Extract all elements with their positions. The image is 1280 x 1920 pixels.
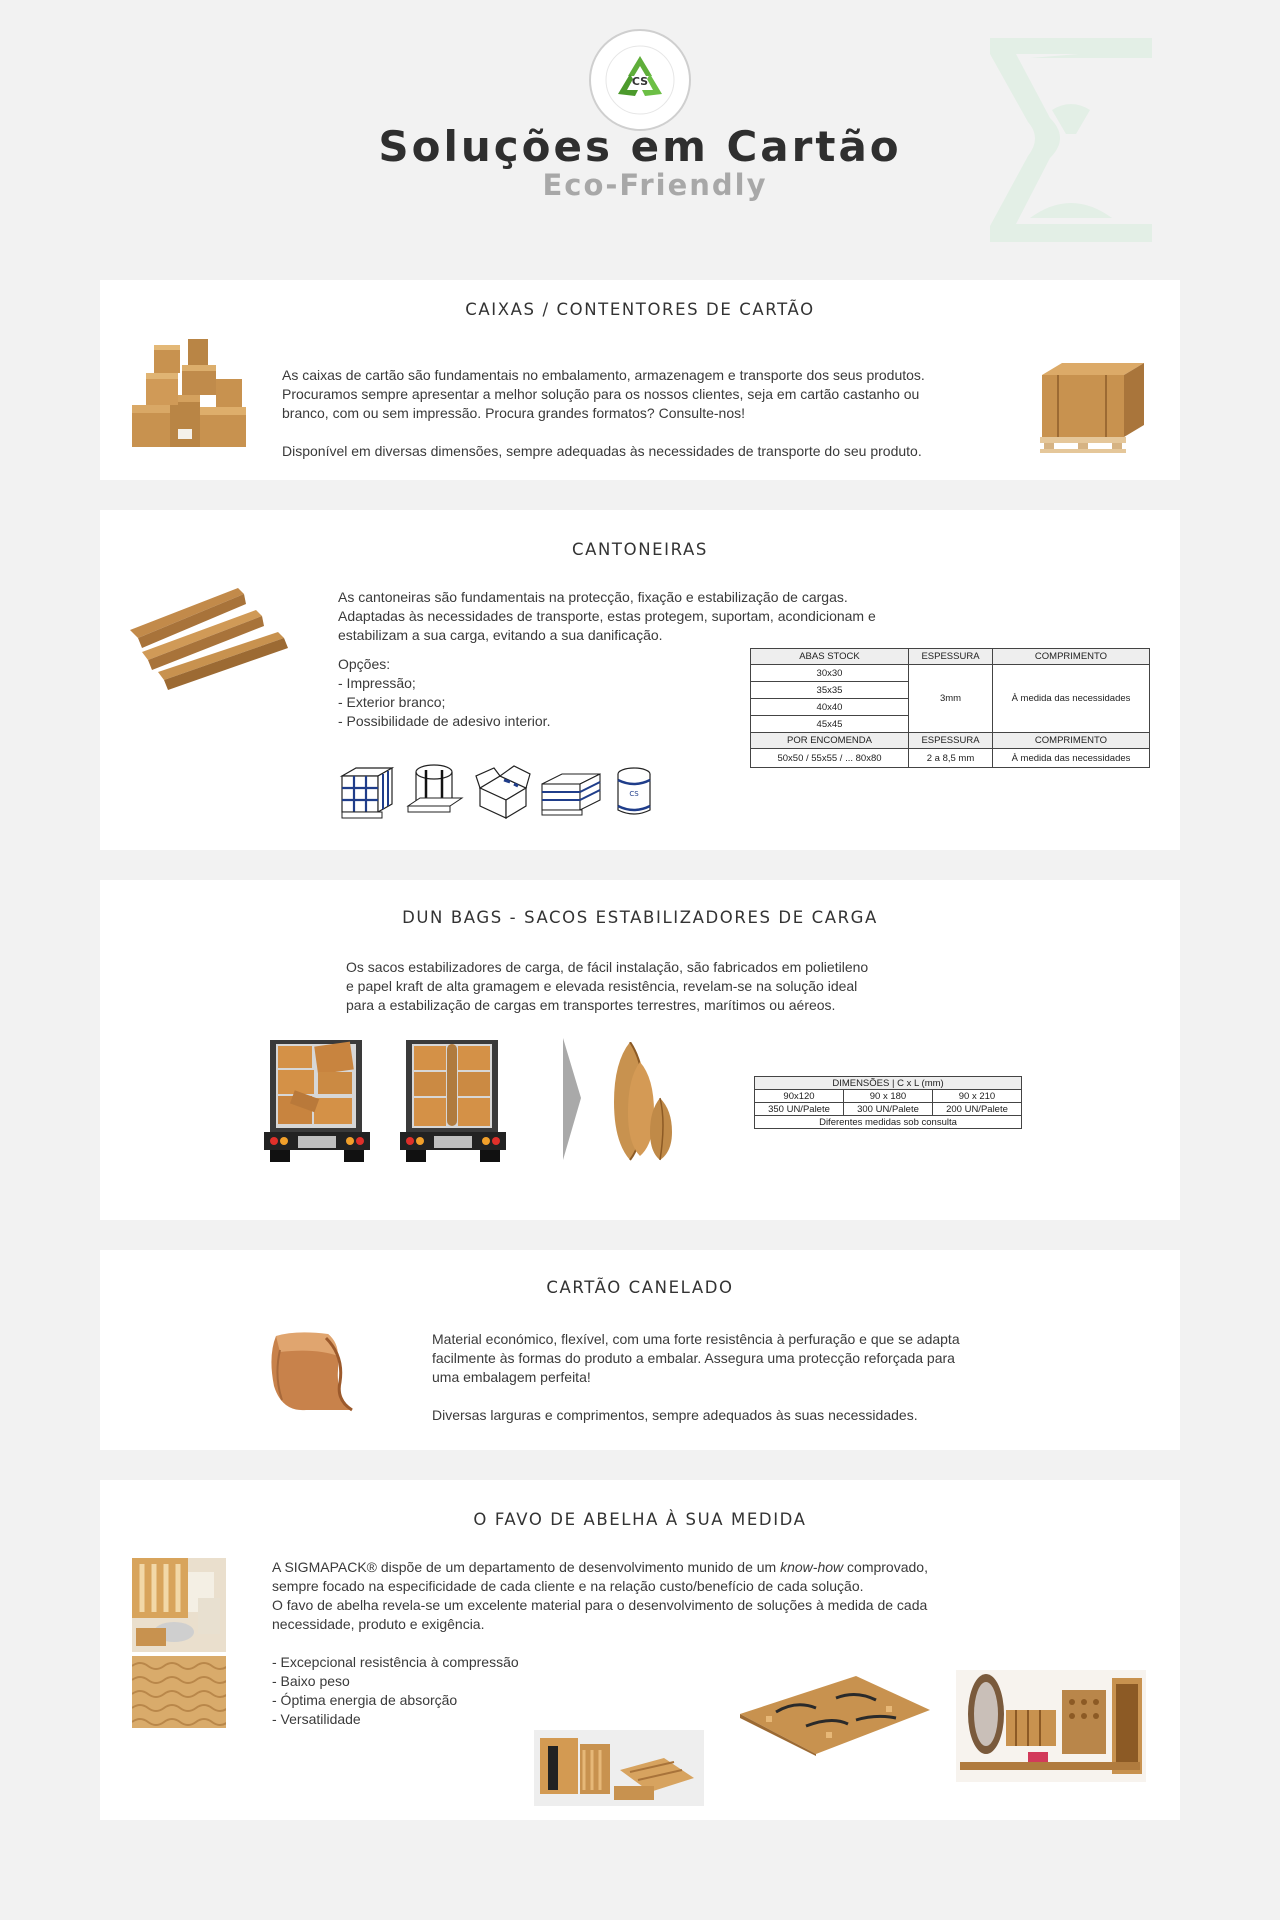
favo-bullet: - Versatilidade: [272, 1711, 361, 1727]
truck-stabilized-cargo-image: [400, 1040, 506, 1164]
table-cell: 90 x 180: [844, 1090, 933, 1103]
table-cell: 35x35: [751, 682, 909, 699]
dunbags-paragraph: Os sacos estabilizadores de carga, de fácil instalação, são fabricados em polietileno e papel kraft de alta gramagem e elevada resistência, revelam-se na solução ideal para a estabilização de cargas em transportes terrestres, marítimos ou aéreos.: [346, 959, 869, 1013]
honeycomb-tray-image: [736, 1670, 932, 1756]
honeycomb-core-image: [132, 1656, 226, 1728]
arrow-right-icon: [563, 1038, 583, 1160]
canelado-paragraph-1: Material económico, flexível, com uma forte resistência à perfuração e que se adapta facilmente às formas do produto a embalar. Assegura uma protecção reforçada para uma embalagem perfeita!: [432, 1331, 960, 1385]
caixas-paragraph-2: Disponível em diversas dimensões, sempre adequadas às necessidades de transporte do seu produto.: [282, 443, 922, 459]
honeycomb-inserts-image: [534, 1730, 704, 1806]
section-title-canelado: CARTÃO CANELADO: [546, 1278, 734, 1297]
truck-loose-cargo-image: [264, 1040, 370, 1164]
table-cell: À medida das necessidades: [993, 749, 1150, 768]
pallet-container-image: [1038, 355, 1148, 455]
section-favo: [100, 1480, 1180, 1820]
cantoneiras-spec-table: [750, 648, 1150, 768]
stacked-boxes-image: [130, 335, 250, 455]
table-cell: 2 a 8,5 mm: [909, 749, 993, 768]
table-header: ABAS STOCK: [751, 649, 909, 665]
section-cantoneiras: [100, 510, 1180, 850]
table-cell: 40x40: [751, 699, 909, 716]
section-dunbags: [100, 880, 1180, 1220]
table-cell: À medida das necessidades: [993, 665, 1150, 733]
usage-icons: [338, 758, 658, 822]
section-title-favo: O FAVO DE ABELHA À SUA MEDIDA: [473, 1510, 807, 1529]
sustainability-seal-icon: [588, 28, 692, 132]
table-header: COMPRIMENTO: [993, 733, 1150, 749]
page-title: Soluções em Cartão: [378, 122, 902, 171]
pallet-roll-icon: [404, 762, 464, 820]
pallet-cube-icon: [338, 764, 396, 820]
corrugated-roll-image: [266, 1326, 358, 1418]
table-cell: 200 UN/Palete: [933, 1103, 1022, 1116]
caixas-description: [282, 366, 1012, 461]
cantoneiras-description: [338, 588, 958, 645]
section-title-dunbags: DUN BAGS - SACOS ESTABILIZADORES DE CARGA: [402, 908, 878, 927]
options-title: Opções:: [338, 656, 391, 672]
honeycomb-packaging-image: [132, 1558, 226, 1652]
table-cell: 350 UN/Palete: [755, 1103, 844, 1116]
cantoneiras-paragraph: As cantoneiras são fundamentais na protecção, fixação e estabilização de cargas. Adaptadas às necessidades de transporte, estas protegem, suportam, acondicionam e estabilizam a sua carga, evitando a sua danificação.: [338, 589, 876, 643]
table-cell: 90x120: [755, 1090, 844, 1103]
section-caixas: [100, 280, 1180, 480]
section-title-caixas: CAIXAS / CONTENTORES DE CARTÃO: [465, 300, 815, 319]
edge-protectors-image: [128, 580, 298, 695]
dunbags-spec-table: [754, 1076, 1022, 1129]
table-cell: 50x50 / 55x55 / ... 80x80: [751, 749, 909, 768]
favo-bullet: - Baixo peso: [272, 1673, 350, 1689]
open-box-icon: [474, 762, 532, 820]
table-header: POR ENCOMENDA: [751, 733, 909, 749]
page-subtitle: Eco-Friendly: [542, 168, 768, 202]
svg-text:CS: CS: [629, 790, 639, 798]
table-header: COMPRIMENTO: [993, 649, 1150, 665]
table-header: ESPESSURA: [909, 733, 993, 749]
table-cell: 30x30: [751, 665, 909, 682]
favo-intro: A SIGMAPACK® dispõe de um departamento de desenvolvimento munido de um know-how comprovado,: [272, 1559, 928, 1575]
favo-line: sempre focado na especificidade de cada cliente e na relação custo/benefício de cada solução.: [272, 1578, 864, 1594]
dunbags-description: [346, 958, 966, 1015]
favo-bullet: - Óptima energia de absorção: [272, 1692, 458, 1708]
hourglass-icon: [990, 38, 1152, 242]
favo-line: necessidade, produto e exigência.: [272, 1616, 485, 1632]
labelled-roll-icon: [614, 766, 654, 820]
table-header: ESPESSURA: [909, 649, 993, 665]
caixas-paragraph-1: As caixas de cartão são fundamentais no embalamento, armazenagem e transporte dos seus produtos. Procuramos sempre apresentar a melhor solução para os nossos clientes, seja em cartão castanho ou branco, com ou sem impressão. Procura grandes formatos? Consulte-nos!: [282, 367, 925, 421]
favo-line: O favo de abelha revela-se um excelente material para o desenvolvimento de soluções à medida de cada: [272, 1597, 928, 1613]
section-canelado: [100, 1250, 1180, 1450]
table-cell: 90 x 210: [933, 1090, 1022, 1103]
honeycomb-furniture-image: [956, 1670, 1146, 1782]
favo-bullet: - Excepcional resistência à compressão: [272, 1654, 519, 1670]
option-item: - Possibilidade de adesivo interior.: [338, 713, 551, 729]
section-title-cantoneiras: CANTONEIRAS: [571, 540, 708, 559]
option-item: - Impressão;: [338, 675, 416, 691]
table-header: DIMENSÕES | C x L (mm): [755, 1077, 1022, 1090]
table-footer: Diferentes medidas sob consulta: [755, 1116, 1022, 1129]
option-item: - Exterior branco;: [338, 694, 446, 710]
cantoneiras-options: [338, 655, 638, 731]
canelado-description: [432, 1330, 1072, 1425]
page-header: [0, 0, 1280, 250]
dunnage-bags-image: [610, 1042, 680, 1162]
table-cell: 300 UN/Palete: [844, 1103, 933, 1116]
stacked-boards-icon: [540, 766, 602, 818]
canelado-paragraph-2: Diversas larguras e comprimentos, sempre adequados às suas necessidades.: [432, 1407, 918, 1423]
svg-text:CS: CS: [631, 75, 649, 88]
table-cell: 45x45: [751, 716, 909, 733]
table-cell: 3mm: [909, 665, 993, 733]
